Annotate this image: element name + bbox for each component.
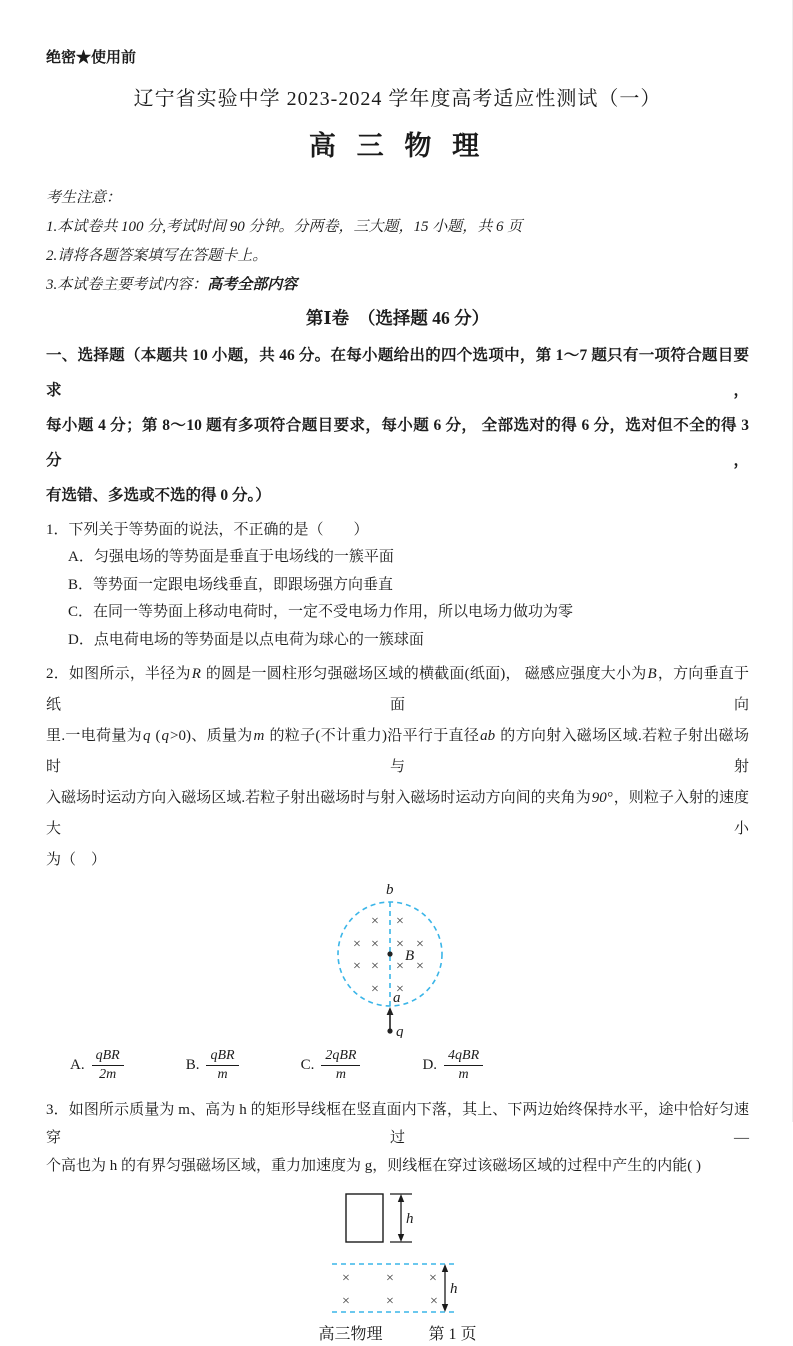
question3-stem: 3．如图所示质量为 m、高为 h 的矩形导线框在竖直面内下落，其上、下两边始终保持水平，途中恰好匀速穿过— 个高也为 h 的有界匀强磁场区域，重力加速度为 g，则线框在穿过该磁场区域的过程中产生的内能( ) — [46, 1102, 749, 1174]
footer-page-number: 第 1 页 — [428, 1326, 477, 1343]
candidate-notice — [46, 184, 749, 300]
option-c-fraction: $\frac{\text{2qBR}}{m}$ — [321, 1048, 360, 1083]
subject-title: 高 三 物 理 — [308, 131, 487, 161]
svg-text:×: × — [352, 937, 361, 952]
label-b-top: b — [385, 882, 393, 898]
question2-options — [46, 1048, 749, 1083]
question1-stem: 1．下列关于等势面的说法，不正确的是（ ） — [46, 522, 369, 538]
svg-text:×: × — [395, 914, 404, 929]
wire-frame-diagram — [338, 1190, 458, 1248]
svg-text:×: × — [352, 959, 361, 974]
question2-option-c — [301, 1048, 361, 1083]
svg-text:×: × — [415, 937, 424, 952]
question1-option-c: C．在同一等势面上移动电荷时，一定不受电场力作用，所以电场力做功为零 — [68, 604, 574, 620]
svg-text:×: × — [370, 982, 379, 997]
part1-heading: 第Ⅰ卷 （选择题 46 分） — [305, 308, 490, 328]
label-charge-q: q — [395, 1024, 403, 1038]
question3-field-diagram-wrap — [46, 1260, 749, 1318]
magnetic-field-circle-diagram — [322, 880, 474, 1038]
question2-option-b — [186, 1048, 239, 1083]
option-a-fraction: $\frac{\text{qBR}}{2m}$ — [92, 1048, 124, 1083]
svg-text:×: × — [370, 937, 379, 952]
question2-stem: 2．如图所示，半径为R 的圆是一圆柱形匀强磁场区域的横截面(纸面)， 磁感应强度大小为B，方向垂直于纸面向 里.一电荷量为q (q>0)、质量为m 的粒子(不计重力)沿平行于直径ab 的方向射入磁场区域.若粒子射出磁场时与射 入磁场时运动方向入磁场区域.若粒子射出磁场时与射入磁场时运动方向间的夹角为90°，则粒子入射的速度大小 为（ ） — [46, 666, 749, 868]
notice-item-1: 1.本试卷共 100 分,考试时间 90 分钟。分两卷，三大题，15 小题，共 6 页 — [46, 219, 523, 235]
strip-height-label: h — [449, 1281, 457, 1297]
strip-height-dimension-marker — [441, 1264, 447, 1312]
option-a-label: A. — [70, 1057, 85, 1073]
question1-option-b: B．等势面一定跟电场线垂直，即跟场强方向垂直 — [68, 576, 394, 593]
notice-item-2: 2.请将各题答案填写在答题卡上。 — [46, 248, 268, 264]
question1-option-a: A．匀强电场的等势面是垂直于电场线的一簇平面 — [68, 549, 394, 565]
svg-text:×: × — [370, 959, 379, 974]
footer-subject: 高三物理 — [318, 1326, 383, 1343]
question3-frame-diagram-wrap — [46, 1190, 749, 1248]
exam-title: 辽宁省实验中学 2023-2024 学年度高考适应性测试（一） — [133, 88, 662, 110]
svg-text:×: × — [395, 982, 404, 997]
field-strip-diagram — [328, 1260, 468, 1318]
wire-frame-rect — [346, 1194, 383, 1242]
label-field-B: B — [404, 948, 414, 964]
page-footer — [46, 1324, 749, 1346]
notice-item-3 — [46, 271, 749, 300]
question1-option-d: D．点电荷电场的等势面是以点电荷为球心的一簇球面 — [68, 631, 424, 648]
svg-text:×: × — [370, 914, 379, 929]
question2-diagram-wrap — [46, 880, 749, 1038]
svg-text:×: × — [428, 1271, 437, 1286]
question2-option-d — [422, 1048, 483, 1083]
svg-text:×: × — [341, 1294, 350, 1309]
option-b-fraction: $\frac{\text{qBR}}{m}$ — [206, 1048, 238, 1083]
label-a-bottom: a — [392, 990, 400, 1006]
option-b-label: B. — [185, 1057, 200, 1073]
svg-text:×: × — [385, 1271, 394, 1286]
option-d-fraction: $\frac{\text{4qBR}}{m}$ — [444, 1048, 483, 1083]
particle-velocity-arrow — [386, 1007, 393, 1034]
circle-center-dot — [387, 951, 392, 956]
strip-flux-crosses — [342, 1271, 438, 1309]
classification-banner: 绝密★使用前 — [46, 50, 137, 66]
svg-text:×: × — [385, 1294, 394, 1309]
notice-item-3-prefix: 3.本试卷主要考试内容： — [46, 277, 208, 293]
svg-text:×: × — [341, 1271, 350, 1286]
svg-text:×: × — [429, 1294, 438, 1309]
frame-height-label: h — [405, 1211, 413, 1227]
svg-text:×: × — [395, 937, 404, 952]
option-d-label: D. — [422, 1057, 438, 1073]
question2-option-a — [70, 1048, 124, 1083]
section1-instructions: 一、选择题（本题共 10 小题，共 46 分。在每小题给出的四个选项中，第 1～7 题只有一项符合题目要求， 每小题 4 分；第 8～10 题有多项符合题目要求，每小题 6 分， 全部选对的得 6 分，选对但不全的得 3 分， 有选错、多选或不选的得 0 分。） — [46, 347, 753, 504]
svg-text:×: × — [395, 959, 404, 974]
question1-options — [46, 544, 749, 654]
svg-text:×: × — [415, 959, 424, 974]
notice-item-3-content: 高考全部内容 — [207, 277, 298, 293]
notice-heading: 考生注意： — [46, 190, 122, 206]
option-c-label: C. — [300, 1057, 315, 1073]
